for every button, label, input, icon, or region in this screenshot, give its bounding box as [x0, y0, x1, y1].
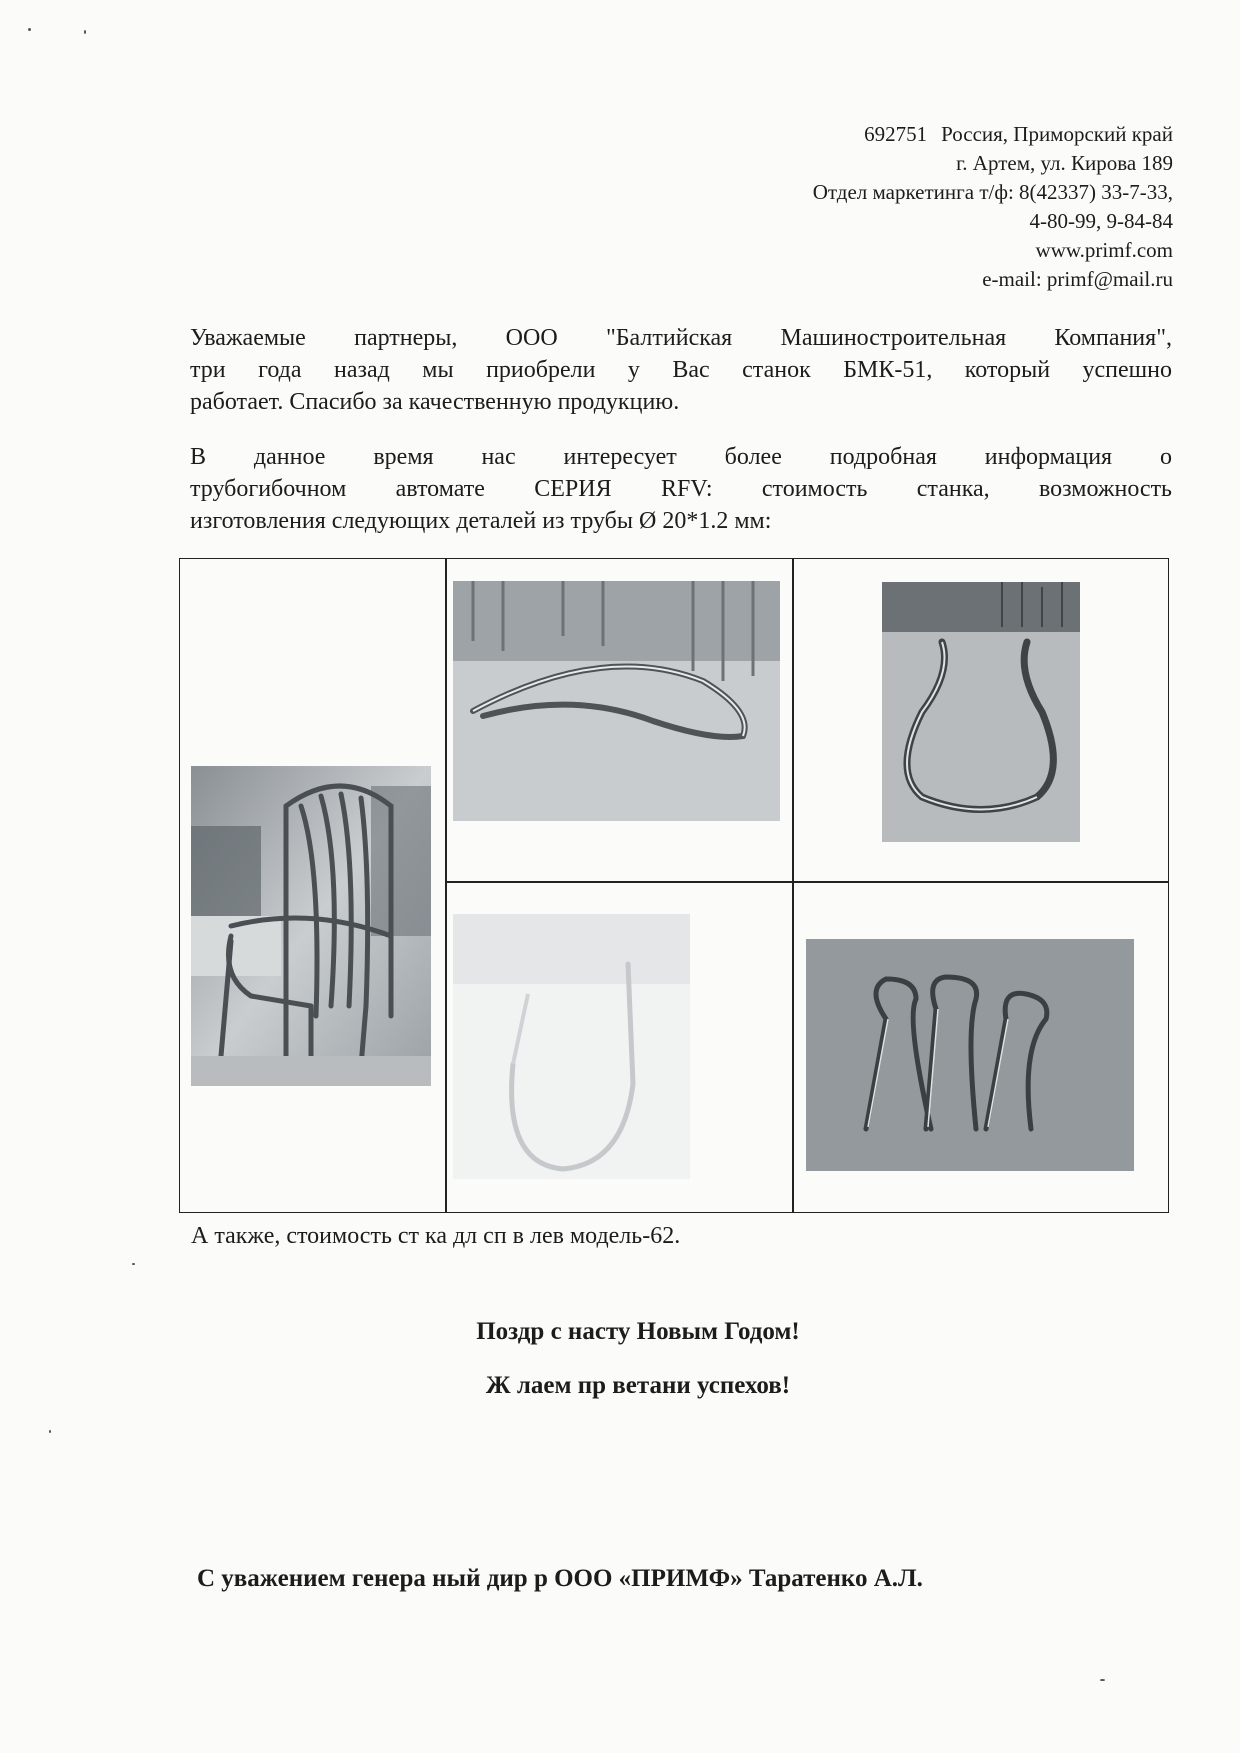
address-line-4: 4-80-99, 9-84-84 — [1029, 209, 1173, 233]
greeting-wishes: Ж лаем пр ветани успехов! — [485, 1372, 791, 1399]
paragraph-line: Уважаемые партнеры, ООО "Балтийская Машиностроительная Компания", — [190, 325, 1172, 351]
table-divider — [445, 881, 1168, 883]
scan-speck — [1100, 1679, 1105, 1681]
paragraph-thanks — [190, 322, 1172, 418]
address-line-1: 692751 Россия, Приморский край — [864, 122, 1173, 146]
scan-speck — [84, 30, 86, 34]
address-line-2: г. Артем, ул. Кирова 189 — [956, 151, 1173, 175]
scan-speck — [49, 1430, 51, 1433]
address-line-3: Отдел маркетинга т/ф: 8(42337) 33-7-33, — [812, 180, 1173, 204]
paragraph-line: трубогибочном автомате СЕРИЯ RFV: стоимость станка, возможность — [190, 476, 1172, 502]
table-divider — [445, 559, 447, 1212]
paragraph-line: три года назад мы приобрели у Вас станок БМК-51, который успешно — [190, 357, 1172, 383]
paragraph-line: изготовления следующих деталей из трубы Ø 20*1.2 мм: — [190, 508, 772, 534]
address-block — [813, 120, 1173, 294]
chair-photo — [191, 766, 431, 1086]
bent-tube-photo — [453, 581, 780, 821]
signature-line: С уважением генера ный дир р ООО «ПРИМФ» Таратенко А.Л. — [197, 1565, 923, 1592]
address-website: www.primf.com — [1035, 238, 1173, 262]
u-loop-tube-photo — [882, 582, 1080, 842]
leg-tubes-photo — [806, 939, 1134, 1171]
scan-speck — [132, 1263, 135, 1265]
additional-request: А также, стоимость ст ка дл сп в лев модель-62. — [191, 1223, 681, 1249]
address-email: e-mail: primf@mail.ru — [982, 267, 1173, 291]
greeting-new-year: Поздр с насту Новым Годом! — [476, 1318, 800, 1345]
paragraph-line: В данное время нас интересует более подробная информация о — [190, 444, 1172, 470]
paragraph-request — [190, 441, 1172, 537]
photo-table — [179, 558, 1169, 1213]
paragraph-line: работает. Спасибо за качественную продукцию. — [190, 389, 680, 415]
table-divider — [792, 559, 794, 1212]
scan-speck — [28, 28, 31, 31]
faded-tube-photo — [453, 914, 690, 1179]
